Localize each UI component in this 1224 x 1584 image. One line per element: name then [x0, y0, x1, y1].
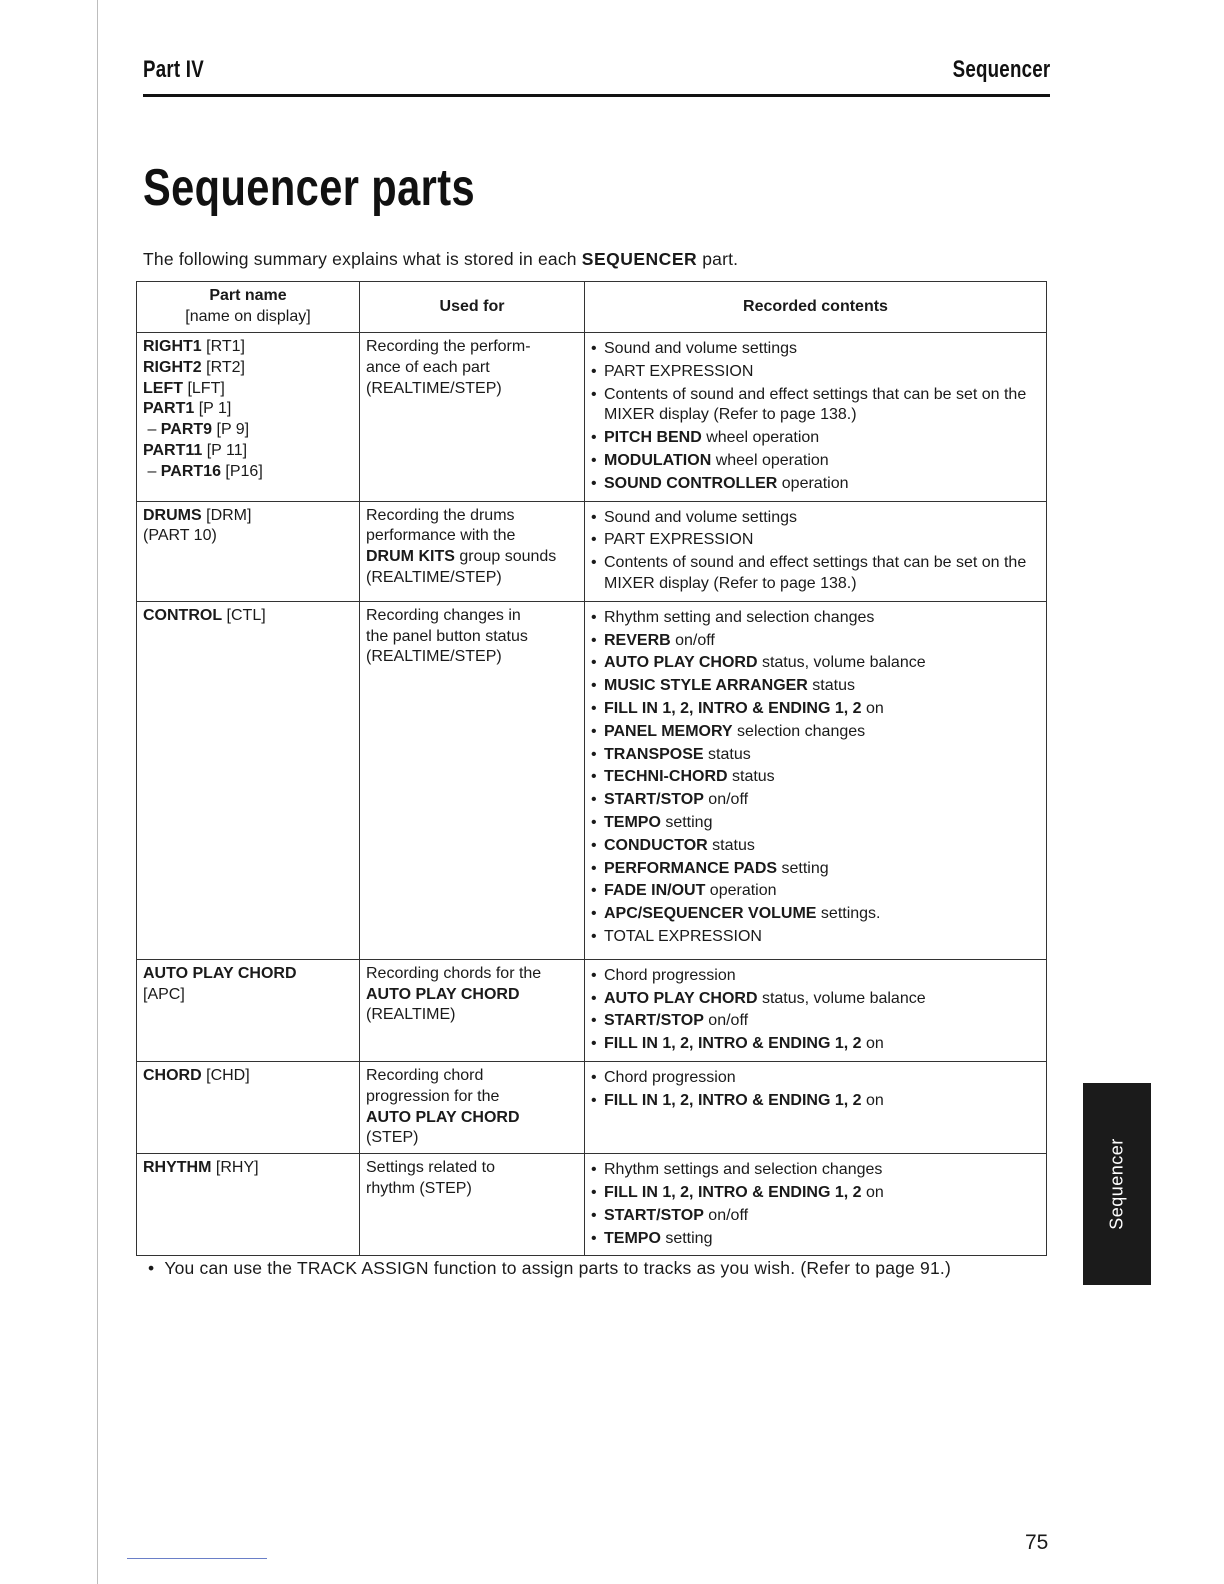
text-run: Contents of sound and effect settings that can be set on the MIXER display (Refer to page 138.) [604, 385, 1031, 424]
part-name-cell [137, 333, 360, 502]
recorded-contents-list [591, 508, 1040, 595]
bold-term: PERFORMANCE PADS [604, 859, 778, 877]
bold-term: RIGHT2 [143, 358, 202, 376]
page-title: Sequencer parts [143, 159, 475, 217]
text-run: Chord progression [604, 1068, 736, 1086]
list-item [591, 474, 1040, 495]
used-for-line [366, 1108, 578, 1129]
list-item [591, 451, 1040, 472]
list-item [591, 881, 1040, 902]
text-run: selection changes [732, 722, 866, 740]
used-for-line [366, 1087, 578, 1108]
text-run: status [807, 677, 855, 695]
part-name-line [143, 1158, 353, 1179]
table-row [137, 601, 1047, 959]
text-prefix: – [143, 421, 161, 439]
list-item [591, 1160, 1040, 1181]
footnote-bullet: • [148, 1258, 155, 1278]
used-for-cell [360, 959, 585, 1061]
text-run: Recording changes in [366, 606, 521, 624]
text-run: the panel button status [366, 627, 528, 645]
list-item [591, 813, 1040, 834]
intro-text [143, 249, 738, 270]
text-run: Chord progression [604, 966, 736, 984]
list-item [591, 339, 1040, 360]
text-run: (PART 10) [143, 527, 217, 545]
list-item [591, 1011, 1040, 1032]
text-run: Recording chord [366, 1066, 484, 1084]
part-name-line [143, 462, 353, 483]
text-run: [LFT] [183, 379, 225, 397]
footer-rule [127, 1558, 267, 1559]
page-number: 75 [1025, 1531, 1049, 1554]
part-name-line [143, 526, 353, 547]
text-run: performance with the [366, 527, 516, 545]
text-run: on/off [703, 1012, 749, 1030]
list-item [591, 836, 1040, 857]
text-prefix: – [143, 462, 161, 480]
text-run: [DRM] [201, 506, 252, 524]
text-run: TOTAL EXPRESSION [604, 927, 762, 945]
recorded-contents-cell [585, 1154, 1047, 1256]
used-for-line [366, 1128, 578, 1149]
part-name-cell [137, 501, 360, 601]
part-name-cell [137, 1061, 360, 1153]
part-name-line [143, 1066, 353, 1087]
text-run: Rhythm setting and selection changes [604, 608, 875, 626]
part-name-line [143, 379, 353, 400]
bold-term: PART9 [160, 421, 213, 439]
list-item [591, 1034, 1040, 1055]
list-item [591, 790, 1040, 811]
bold-term: TRANSPOSE [604, 745, 704, 763]
page-header [143, 56, 1050, 96]
part-name-cell [137, 959, 360, 1061]
text-run: [CTL] [222, 606, 266, 624]
list-item [591, 966, 1040, 987]
used-for-line [366, 647, 578, 668]
intro-after: part. [697, 249, 739, 269]
used-for-line [366, 547, 578, 568]
used-for-line [366, 379, 578, 400]
list-item [591, 1206, 1040, 1227]
recorded-contents-cell [585, 501, 1047, 601]
list-item [591, 1091, 1040, 1112]
list-item [591, 859, 1040, 880]
list-item [591, 385, 1040, 427]
header-part-label: Part IV [143, 56, 204, 83]
recorded-contents-list [591, 608, 1040, 948]
text-run: on/off [670, 631, 715, 649]
text-run: on/off [703, 791, 749, 809]
text-run: setting [777, 859, 829, 877]
header-part-name-label: Part name [209, 287, 287, 305]
text-run: Sound and volume settings [604, 508, 798, 526]
list-item [591, 1183, 1040, 1204]
text-run: Rhythm settings and selection changes [604, 1161, 883, 1179]
bold-term: RIGHT1 [143, 338, 202, 355]
bold-term: MODULATION [604, 451, 712, 469]
bold-term: START/STOP [604, 791, 704, 809]
text-run: setting [660, 813, 713, 831]
text-run: status [727, 768, 775, 786]
text-run: group sounds [454, 548, 557, 566]
recorded-contents-list [591, 1068, 1040, 1112]
intro-before: The following summary explains what is stored in each [143, 249, 582, 269]
bold-term: DRUM KITS [366, 548, 455, 566]
part-name-line [143, 964, 353, 985]
text-run: [APC] [143, 985, 185, 1003]
used-for-cell [360, 1154, 585, 1256]
used-for-line [366, 964, 578, 985]
text-run: on/off [703, 1206, 749, 1224]
bold-term: PART11 [143, 441, 203, 459]
text-run: [RT2] [201, 358, 245, 376]
text-run: rhythm (STEP) [366, 1179, 472, 1197]
part-name-cell [137, 601, 360, 959]
table-row [137, 959, 1047, 1061]
used-for-line [366, 1005, 578, 1026]
parts-table-wrapper [136, 281, 1047, 1256]
text-run: (REALTIME/STEP) [366, 648, 502, 666]
recorded-contents-list [591, 339, 1040, 495]
bold-term: AUTO PLAY CHORD [366, 1108, 520, 1126]
sequencer-parts-table [136, 281, 1047, 1256]
text-run: ance of each part [366, 358, 490, 376]
list-item [591, 631, 1040, 652]
list-item [591, 904, 1040, 925]
bold-term: START/STOP [604, 1206, 704, 1224]
text-run: wheel operation [701, 429, 820, 447]
part-name-line [143, 506, 353, 527]
bold-term: REVERB [604, 631, 671, 649]
used-for-line [366, 606, 578, 627]
list-item [591, 722, 1040, 743]
text-run: Recording chords for the [366, 964, 542, 982]
list-item [591, 553, 1040, 595]
part-name-cell [137, 1154, 360, 1256]
bold-term: FILL IN 1, 2, INTRO & ENDING 1, 2 [604, 1035, 862, 1053]
bold-term: FADE IN/OUT [604, 882, 706, 900]
list-item [591, 508, 1040, 529]
used-for-cell [360, 333, 585, 502]
table-row [137, 333, 1047, 502]
used-for-cell [360, 1061, 585, 1153]
used-for-cell [360, 501, 585, 601]
text-run: [P 1] [194, 400, 232, 418]
section-side-tab [1083, 1083, 1151, 1285]
table-row [137, 1061, 1047, 1153]
bold-term: CHORD [143, 1066, 202, 1084]
part-name-line [143, 441, 353, 462]
text-run: on [861, 1183, 884, 1201]
bold-term: FILL IN 1, 2, INTRO & ENDING 1, 2 [604, 1091, 862, 1109]
list-item [591, 362, 1040, 383]
table-row [137, 501, 1047, 601]
intro-bold: SEQUENCER [581, 249, 698, 269]
bold-term: FILL IN 1, 2, INTRO & ENDING 1, 2 [604, 699, 862, 717]
part-name-line [143, 606, 353, 627]
part-name-line [143, 399, 353, 420]
bold-term: APC/SEQUENCER VOLUME [604, 905, 817, 923]
recorded-contents-list [591, 1160, 1040, 1249]
part-name-line [143, 337, 353, 358]
text-run: Recording the drums [366, 506, 515, 524]
used-for-line [366, 1158, 578, 1179]
recorded-contents-list [591, 966, 1040, 1055]
list-item [591, 745, 1040, 766]
header-used-for: Used for [360, 282, 585, 333]
text-run: [CHD] [201, 1066, 250, 1084]
bold-term: AUTO PLAY CHORD [143, 964, 297, 982]
bold-term: MUSIC STYLE ARRANGER [604, 677, 808, 695]
bold-term: AUTO PLAY CHORD [604, 989, 758, 1007]
used-for-line [366, 337, 578, 358]
text-run: on [861, 1091, 884, 1109]
text-run: Sound and volume settings [604, 340, 798, 357]
text-run: progression for the [366, 1087, 500, 1105]
text-run: status, volume balance [757, 989, 926, 1007]
bold-term: DRUMS [143, 506, 202, 524]
used-for-line [366, 1179, 578, 1200]
used-for-line [366, 526, 578, 547]
list-item [591, 927, 1040, 948]
recorded-contents-cell [585, 959, 1047, 1061]
text-run: (REALTIME) [366, 1006, 456, 1024]
bold-term: PANEL MEMORY [604, 722, 733, 740]
list-item [591, 989, 1040, 1010]
text-run: status [703, 745, 751, 763]
bold-term: CONDUCTOR [604, 836, 708, 854]
list-item [591, 699, 1040, 720]
table-body [137, 333, 1047, 1256]
used-for-line [366, 627, 578, 648]
bold-term: RHYTHM [143, 1159, 212, 1177]
header-part-name [137, 282, 360, 333]
list-item [591, 653, 1040, 674]
list-item [591, 530, 1040, 551]
text-run: [P 11] [202, 441, 248, 459]
text-run: Recording the perform- [366, 338, 531, 355]
scan-edge-line [97, 0, 98, 1584]
bold-term: START/STOP [604, 1012, 704, 1030]
part-name-line [143, 420, 353, 441]
text-run: on [861, 1035, 884, 1053]
bold-term: PART16 [160, 462, 221, 480]
text-run: Settings related to [366, 1159, 495, 1177]
text-run: [P 9] [212, 421, 250, 439]
table-row [137, 1154, 1047, 1256]
list-item [591, 608, 1040, 629]
header-rule [143, 94, 1050, 97]
bold-term: SOUND CONTROLLER [604, 474, 778, 492]
text-run: PART EXPRESSION [604, 531, 754, 549]
header-section-label: Sequencer [952, 56, 1050, 83]
bold-term: AUTO PLAY CHORD [366, 985, 520, 1003]
text-run: [RHY] [211, 1159, 259, 1177]
header-part-name-sub: [name on display] [185, 308, 311, 325]
bold-term: CONTROL [143, 606, 223, 624]
used-for-line [366, 568, 578, 589]
table-header-row [137, 282, 1047, 333]
bold-term: PART1 [143, 400, 195, 418]
text-run: on [861, 699, 884, 717]
text-run: [RT1] [201, 338, 245, 355]
text-run: Contents of sound and effect settings that can be set on the MIXER display (Refer to page 138.) [604, 554, 1031, 592]
side-tab-label: Sequencer [1106, 1138, 1127, 1230]
list-item [591, 428, 1040, 449]
list-item [591, 767, 1040, 788]
part-name-line [143, 985, 353, 1006]
part-name-line [143, 358, 353, 379]
text-run: (STEP) [366, 1129, 419, 1147]
used-for-cell [360, 601, 585, 959]
list-item [591, 1229, 1040, 1250]
text-run: PART EXPRESSION [604, 362, 754, 380]
bold-term: TEMPO [604, 813, 661, 831]
bold-term: PITCH BEND [604, 429, 702, 447]
used-for-line [366, 506, 578, 527]
bold-term: LEFT [143, 379, 183, 397]
text-run: [P16] [220, 462, 263, 480]
text-run: settings. [816, 905, 881, 923]
text-run: operation [777, 474, 849, 492]
recorded-contents-cell [585, 333, 1047, 502]
used-for-line [366, 358, 578, 379]
bold-term: TEMPO [604, 1229, 661, 1247]
list-item [591, 1068, 1040, 1089]
header-recorded-contents: Recorded contents [585, 282, 1047, 333]
bold-term: AUTO PLAY CHORD [604, 654, 758, 672]
used-for-line [366, 985, 578, 1006]
footnote [148, 1258, 951, 1279]
bold-term: FILL IN 1, 2, INTRO & ENDING 1, 2 [604, 1183, 862, 1201]
text-run: status [707, 836, 755, 854]
text-run: status, volume balance [757, 654, 926, 672]
text-run: operation [705, 882, 777, 900]
bold-term: TECHNI-CHORD [604, 768, 728, 786]
recorded-contents-cell [585, 601, 1047, 959]
text-run: wheel operation [711, 451, 829, 469]
text-run: setting [660, 1229, 713, 1247]
recorded-contents-cell [585, 1061, 1047, 1153]
used-for-line [366, 1066, 578, 1087]
footnote-text: You can use the TRACK ASSIGN function to assign parts to tracks as you wish. (Refer to page 91.) [164, 1258, 952, 1278]
list-item [591, 676, 1040, 697]
text-run: (REALTIME/STEP) [366, 568, 502, 586]
text-run: (REALTIME/STEP) [366, 379, 502, 397]
